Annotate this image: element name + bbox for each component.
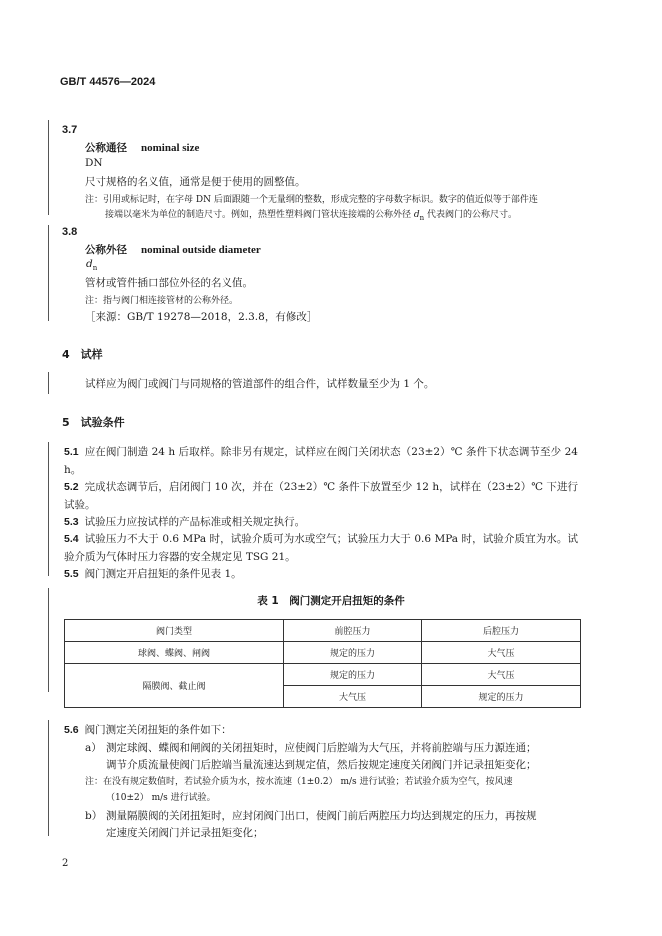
table-caption: 表 1 阀门测定开启扭矩的条件 [257, 595, 405, 607]
note-text [105, 208, 517, 226]
note-text: 注：引用或标记时，在字母 DN 后面跟随一个无量纲的整数，形成完整的字母数字标识。数字的值近似等于部件连 [85, 195, 538, 205]
page-number: 2 [62, 858, 69, 869]
table-header-cell: 阀门类型 [65, 620, 284, 642]
table-row [65, 642, 581, 664]
list-label: b） [85, 810, 103, 822]
term-chinese: 公称外径 [85, 244, 127, 256]
section-title: 5 试验条件 [62, 416, 125, 429]
symbol-d: d [413, 210, 420, 220]
change-bar [48, 120, 49, 215]
list-item-text: 定速度关闭阀门并记录扭矩变化； [106, 827, 264, 839]
note-text-part: 接端以毫米为单位的制造尺寸。例如，热塑性塑料阀门管状连接端的公称外径 [105, 210, 414, 220]
term-english: nominal outside diameter [141, 244, 261, 256]
term-english: nominal size [141, 142, 200, 154]
clause-number: 5.1 [64, 446, 79, 458]
change-bar [48, 442, 49, 576]
section-text: 试样应为阀门或阀门与同规格的管道部件的组合件，试样数量至少为 1 个。 [85, 378, 435, 390]
term-definition: 管材或管件插口部位外径的名义值。 [85, 277, 253, 289]
clause-5-1 [64, 444, 578, 479]
clause-text: 阀门测定开启扭矩的条件见表 1。 [84, 568, 242, 580]
note-text-part: 代表阀门的公称尺寸。 [424, 210, 518, 220]
change-bar [48, 225, 49, 321]
clause-5-2 [64, 479, 578, 514]
note-text: （10±2） m/s 进行试验。 [106, 793, 216, 803]
list-label: a） [85, 742, 102, 754]
table-header-row [65, 620, 581, 642]
document-header: GB/T 44576—2024 [60, 76, 156, 88]
source-reference: ［来源：GB/T 19278—2018，2.3.8，有修改］ [85, 311, 318, 323]
term-entry [85, 140, 199, 155]
table-cell: 球阀、蝶阀、闸阀 [65, 642, 284, 664]
term-entry [85, 242, 261, 257]
clause-number: 5.5 [64, 568, 79, 580]
note-text: 注：指与阀门相连接管材的公称外径。 [85, 296, 239, 306]
clause-number: 3.7 [62, 124, 78, 136]
symbol-d: d [86, 258, 93, 270]
list-item-text: 调节介质流量使阀门后腔端当量流速达到规定值，然后按规定速度关闭阀门并记录扭矩变化； [106, 759, 537, 771]
term-definition: 尺寸规格的名义值，通常是便于使用的圆整值。 [85, 176, 306, 188]
table-cell: 大气压 [284, 686, 422, 708]
clause-number: 3.8 [62, 226, 78, 238]
term-symbol [86, 256, 97, 277]
table-cell: 大气压 [422, 642, 581, 664]
clause-5-6 [64, 722, 232, 739]
table-row [65, 664, 581, 686]
clause-text: 阀门测定关闭扭矩的条件如下： [84, 724, 232, 736]
change-bar [48, 372, 49, 394]
clause-text: 试验压力不大于 0.6 MPa 时，试验介质可为水或空气；试验压力大于 0.6 MPa 时，试验介质宜为水。试验介质为气体时压力容器的安全规定见 TSG 21。 [64, 533, 578, 563]
clause-number: 5.6 [64, 724, 79, 736]
section-title: 4 试样 [62, 348, 103, 361]
table-cell: 大气压 [422, 664, 581, 686]
table-header-cell: 后腔压力 [422, 620, 581, 642]
note-text: 注：在没有规定数值时，若试验介质为水，按水流速（1±0.2） m/s 进行试验；若试验介质为空气，按风速 [85, 777, 513, 787]
symbol-subscript: n [92, 264, 98, 273]
clause-5-4 [64, 531, 578, 566]
list-item-text: 测定球阀、蝶阀和闸阀的关闭扭矩时，应使阀门后腔端为大气压，并将前腔端与压力源连通； [106, 742, 537, 754]
term-chinese: 公称通径 [85, 142, 127, 154]
clause-text: 应在阀门制造 24 h 后取样。除非另有规定，试样应在阀门关闭状态（23±2）℃ 条件下状态调节至少 24 h。 [64, 446, 578, 476]
symbol-subscript: n [419, 213, 425, 222]
table-cell: 隔膜阀、截止阀 [65, 664, 284, 708]
term-symbol: DN [85, 157, 103, 169]
clause-text: 完成状态调节后，启闭阀门 10 次，并在（23±2）℃ 条件下放置至少 12 h，试样在（23±2）℃ 下进行试验。 [64, 481, 578, 511]
conditions-table [64, 619, 581, 708]
clause-number: 5.2 [64, 481, 79, 493]
clause-number: 5.3 [64, 516, 79, 528]
clause-5-3 [64, 514, 578, 532]
clause-5-5 [64, 566, 578, 584]
clause-text: 试验压力应按试样的产品标准或相关规定执行。 [84, 516, 306, 528]
table-cell: 规定的压力 [284, 642, 422, 664]
table-cell: 规定的压力 [284, 664, 422, 686]
clause-number: 5.4 [64, 533, 79, 545]
change-bar [48, 720, 49, 836]
table-cell: 规定的压力 [422, 686, 581, 708]
table-header-cell: 前腔压力 [284, 620, 422, 642]
list-item-text: 测量隔膜阀的关闭扭矩时，应封闭阀门出口，使阀门前后两腔压力均达到规定的压力，再按规 [106, 810, 537, 822]
